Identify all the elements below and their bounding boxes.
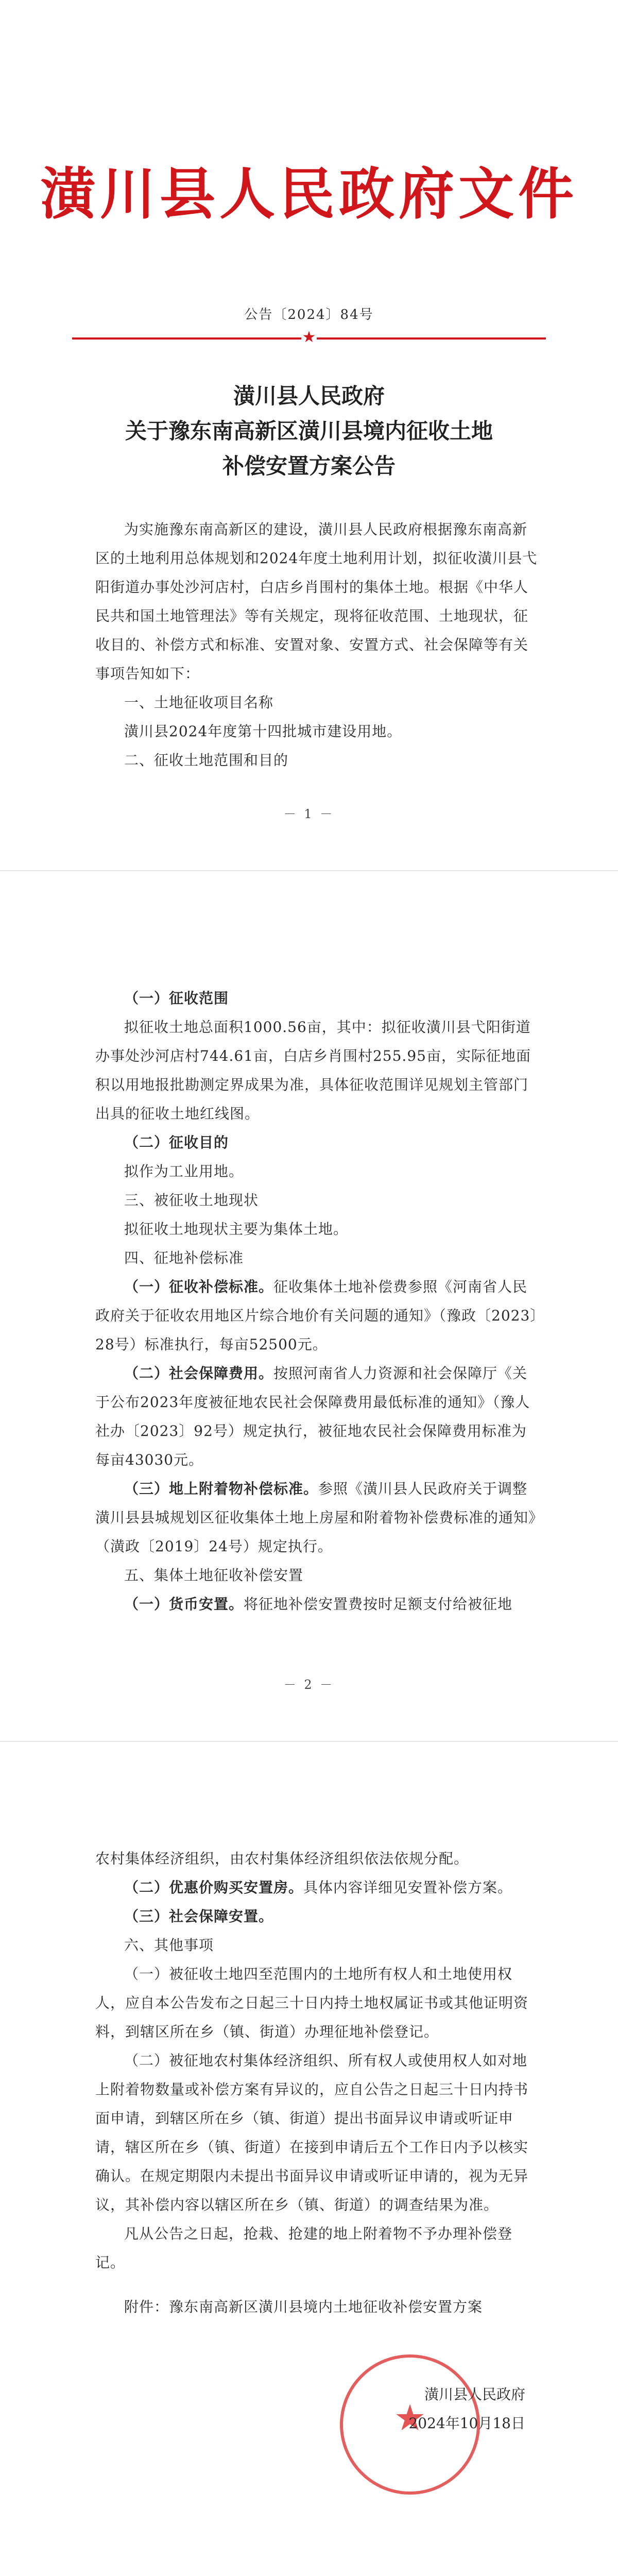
- page1-body: [95, 515, 538, 775]
- page2-body: [95, 984, 538, 1619]
- section5-heading: 五、集体土地征收补偿安置: [124, 1567, 304, 1584]
- notice-title-line2: 关于豫东南高新区潢川县境内征收土地: [125, 418, 493, 444]
- section5-item2-label: （二）优惠价购买安置房。: [124, 1879, 304, 1896]
- section3-text: 拟征收土地现状主要为集体土地。: [124, 1221, 349, 1238]
- notice-title-line3: 补偿安置方案公告: [222, 453, 396, 479]
- subsection2-text: 拟作为工业用地。: [124, 1163, 244, 1180]
- section6-item1: （一）被征收土地四至范围内的土地所有权人和土地使用权人，应自本公告发布之日起三十日内持土地权属证书或其他证明资料，到辖区所在乡（镇、街道）办理征地补偿登记。: [95, 1965, 529, 2040]
- signature-block: [360, 2380, 525, 2438]
- section4-item1: [95, 1273, 538, 1359]
- section4-item2-text: 按照河南省人力资源和社会保障厅《关于公布2023年度被征地农民社会保障费用最低标准的通知》（豫人社办〔2023〕92号）规定执行，被征地农民社会保障费用标准为每亩43030元。: [95, 1365, 530, 1468]
- page-3: [0, 1741, 618, 2576]
- section4-item1-text: 征收集体土地补偿费参照《河南省人民政府关于征收农用地区片综合地价有关问题的通知》（豫政〔2023〕28号）标准执行，每亩52500元。: [95, 1278, 538, 1353]
- page-number-2: － 2 －: [283, 1677, 335, 1692]
- subsection1-text: 拟征收土地总面积1000.56亩，其中：拟征收潢川县弋阳街道办事处沙河店村744.61亩，白店乡肖围村255.95亩，实际征地面积以用地报批勘测定界成果为准，具体征收范围详见规划主管部门出具的征收土地红线图。: [95, 1019, 531, 1122]
- section4-item1-label: （一）征收补偿标准。: [124, 1278, 274, 1295]
- notice-title-line1: 潢川县人民政府: [233, 383, 385, 409]
- section5-item1-text: 将征地补偿安置费按时足额支付给被征地: [244, 1596, 513, 1613]
- signer-name: 潢川县人民政府: [424, 2386, 525, 2403]
- continuation-text: 农村集体经济组织，由农村集体经济组织依法依规分配。: [95, 1850, 469, 1867]
- section5-item2: [95, 1873, 538, 1902]
- section2-heading: 二、征收土地范围和目的: [124, 752, 289, 769]
- subsection1-heading: （一）征收范围: [124, 990, 229, 1007]
- section4-item2: [95, 1359, 538, 1475]
- document-header-title: 潢川县人民政府文件: [40, 162, 578, 227]
- section4-heading: 四、征地补偿标准: [124, 1249, 244, 1266]
- notice-title: [0, 379, 618, 484]
- subsection2-heading: （二）征收目的: [124, 1134, 229, 1151]
- section5-item1-label: （一）货币安置。: [124, 1596, 244, 1613]
- section5-item2-text: 具体内容详细见安置补偿方案。: [303, 1879, 513, 1896]
- section4-item3-label: （三）地上附着物补偿标准。: [124, 1480, 319, 1497]
- document-number: 公告〔2024〕84号: [244, 307, 374, 323]
- attachment-line: 附件：豫东南高新区潢川县境内土地征收补偿安置方案: [124, 2298, 483, 2315]
- page-2: [0, 871, 618, 1741]
- section5-item1: [95, 1590, 538, 1619]
- section6-item2: （二）被征地农村集体经济组织、所有权人或使用权人如对地上附着物数量或补偿方案有异议的，应自公告之日起三十日内持书面申请，到辖区所在乡（镇、街道）提出书面异议申请或听证申请，辖区所在乡（镇、街道）在接到申请后五个工作日内予以核实确认。在规定期限内未提出书面异议申请或听证申请的，视为无异议，其补偿内容以辖区所在乡（镇、街道）的调查结果为准。: [95, 2052, 529, 2213]
- page3-body: [95, 1844, 538, 2321]
- section3-heading: 三、被征收土地现状: [124, 1192, 259, 1209]
- section4-item3: [95, 1475, 538, 1561]
- seal-star-icon: ★: [393, 2397, 426, 2439]
- intro-paragraph: 为实施豫东南高新区的建设，潢川县人民政府根据豫东南高新区的土地利用总体规划和2024年度土地利用计划，拟征收潢川县弋阳街道办事处沙河店村，白店乡肖围村的集体土地。根据《中华人民共和国土地管理法》等有关规定，现将征收范围、土地现状，征收目的、补偿方式和标准、安置对象、安置方式、社会保障等有关事项告知如下：: [95, 521, 538, 682]
- section1-heading: 一、土地征收项目名称: [124, 694, 274, 711]
- signature-date: 2024年10月18日: [408, 2415, 525, 2432]
- page-number-1: － 1 －: [283, 807, 335, 821]
- section4-item3-text: 参照《潢川县人民政府关于调整潢川县县城规划区征收集体土地上房屋和附着物补偿费标准的通知》（潢政〔2019〕24号）规定执行。: [95, 1480, 537, 1555]
- section1-text: 潢川县2024年度第十四批城市建设用地。: [124, 723, 402, 740]
- red-star-icon: ★: [302, 328, 316, 346]
- section5-item3-label: （三）社会保障安置。: [124, 1908, 274, 1925]
- section4-item2-label: （二）社会保障费用。: [124, 1365, 274, 1382]
- section6-heading: 六、其他事项: [124, 1937, 214, 1954]
- page-1: [0, 0, 618, 871]
- section6-item3: 凡从公告之日起，抢栽、抢建的地上附着物不予办理补偿登记。: [95, 2225, 513, 2271]
